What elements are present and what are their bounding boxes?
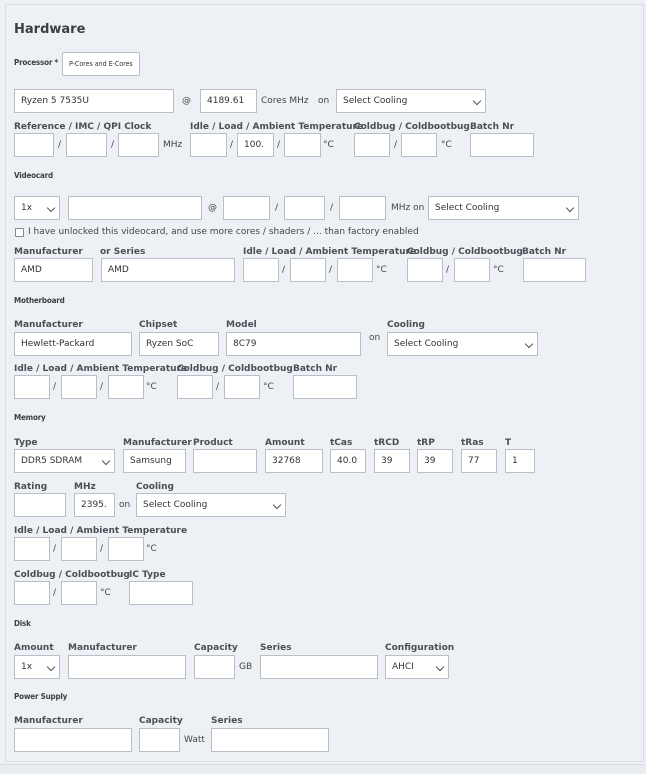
separator: /	[216, 382, 220, 392]
disk-capacity-input[interactable]	[194, 655, 235, 679]
videocard-temp-label: Idle / Load / Ambient Temperature	[243, 247, 417, 257]
motherboard-cooling-select[interactable]	[387, 332, 538, 356]
psu-capacity-input[interactable]	[139, 728, 180, 752]
unlock-checkbox[interactable]	[15, 228, 24, 237]
separator: /	[100, 544, 104, 554]
tras-label: tRas	[461, 438, 484, 448]
processor-cooling-value: Select Cooling	[343, 96, 408, 106]
chevron-down-icon	[436, 663, 444, 671]
celsius-unit: °C	[376, 265, 387, 275]
videocard-manufacturer-label: Manufacturer	[14, 247, 83, 257]
tras-input[interactable]	[461, 449, 497, 473]
celsius-unit: °C	[263, 382, 274, 392]
psu-series-label: Series	[211, 716, 243, 726]
motherboard-batch-label: Batch Nr	[293, 364, 338, 374]
videocard-mhz-on-label: MHz on	[391, 203, 425, 213]
separator: /	[53, 544, 57, 554]
videocard-manufacturer-input[interactable]	[14, 258, 93, 282]
celsius-unit: °C	[441, 140, 452, 150]
motherboard-idle-temp-input[interactable]	[14, 375, 50, 399]
memory-type-label: Type	[14, 438, 38, 448]
separator: /	[100, 382, 104, 392]
videocard-cooling-value: Select Cooling	[435, 203, 500, 213]
separator: /	[230, 140, 234, 150]
memory-amount-input[interactable]	[265, 449, 323, 473]
qpi-clock-input[interactable]	[118, 133, 159, 157]
separator: /	[53, 382, 57, 392]
videocard-shader-mhz-input[interactable]	[284, 196, 325, 220]
disk-manufacturer-input[interactable]	[68, 655, 186, 679]
tcas-label: tCas	[330, 438, 353, 448]
motherboard-cooling-value: Select Cooling	[394, 339, 459, 349]
processor-coldbug-input[interactable]	[354, 133, 390, 157]
memory-manufacturer-label: Manufacturer	[123, 438, 192, 448]
videocard-ambient-temp-input[interactable]	[337, 258, 373, 282]
celsius-unit: °C	[493, 265, 504, 275]
memory-coldbootbug-input[interactable]	[61, 581, 97, 605]
videocard-coldbootbug-input[interactable]	[454, 258, 490, 282]
memory-section-label: Memory	[14, 413, 46, 422]
ic-type-input[interactable]	[129, 581, 193, 605]
videocard-batch-input[interactable]	[523, 258, 586, 282]
motherboard-manufacturer-label: Manufacturer	[14, 320, 83, 330]
t-input[interactable]	[505, 449, 535, 473]
motherboard-on-label: on	[369, 333, 381, 343]
rating-input[interactable]	[14, 493, 66, 517]
processor-ambient-temp-input[interactable]	[284, 133, 321, 157]
motherboard-ambient-temp-input[interactable]	[108, 375, 144, 399]
imc-clock-input[interactable]	[66, 133, 107, 157]
separator: /	[282, 265, 286, 275]
model-label: Model	[226, 320, 257, 330]
memory-load-temp-input[interactable]	[61, 537, 97, 561]
memory-cooling-label: Cooling	[136, 482, 174, 492]
videocard-load-temp-input[interactable]	[290, 258, 326, 282]
memory-idle-temp-input[interactable]	[14, 537, 50, 561]
memory-ambient-temp-input[interactable]	[108, 537, 144, 561]
chipset-label: Chipset	[139, 320, 178, 330]
processor-idle-temp-input[interactable]	[190, 133, 227, 157]
separator: /	[277, 140, 281, 150]
memory-amount-label: Amount	[265, 438, 305, 448]
videocard-batch-label: Batch Nr	[522, 247, 567, 257]
disk-series-label: Series	[260, 643, 292, 653]
chevron-down-icon	[47, 204, 55, 212]
gb-unit: GB	[239, 662, 253, 672]
separator: /	[275, 203, 279, 213]
processor-cooling-select[interactable]	[336, 89, 486, 113]
memory-cooling-value: Select Cooling	[143, 500, 208, 510]
motherboard-batch-input[interactable]	[293, 375, 357, 399]
memory-type-select[interactable]	[14, 449, 115, 473]
disk-manufacturer-label: Manufacturer	[68, 643, 137, 653]
memory-mhz-label: MHz	[74, 482, 96, 492]
videocard-series-input[interactable]	[101, 258, 235, 282]
processor-at-sign: @	[182, 96, 191, 106]
memory-temp-label: Idle / Load / Ambient Temperature	[14, 526, 188, 536]
celsius-unit: °C	[146, 382, 157, 392]
separator: /	[58, 140, 62, 150]
videocard-coldbug-input[interactable]	[407, 258, 443, 282]
chevron-down-icon	[525, 340, 533, 348]
memory-product-label: Product	[193, 438, 233, 448]
psu-series-input[interactable]	[211, 728, 329, 752]
separator: /	[446, 265, 450, 275]
processor-load-temp-input[interactable]	[237, 133, 274, 157]
model-input[interactable]	[226, 332, 361, 356]
memory-on-label: on	[119, 500, 131, 510]
memory-coldbug-label: Coldbug / Coldbootbug	[14, 570, 130, 580]
chevron-down-icon	[47, 663, 55, 671]
separator: /	[53, 588, 57, 598]
motherboard-load-temp-input[interactable]	[61, 375, 97, 399]
trp-label: tRP	[417, 438, 435, 448]
processor-coldbug-label: Coldbug / Coldbootbug	[354, 122, 470, 132]
chevron-down-icon	[473, 97, 481, 105]
ic-type-label: IC Type	[129, 570, 166, 580]
celsius-unit: °C	[100, 588, 111, 598]
memory-manufacturer-input[interactable]	[123, 449, 186, 473]
motherboard-manufacturer-input[interactable]	[14, 332, 132, 356]
processor-coldbootbug-input[interactable]	[401, 133, 437, 157]
processor-mhz-input[interactable]	[200, 89, 257, 113]
tcas-input[interactable]	[330, 449, 366, 473]
memory-cooling-select[interactable]	[136, 493, 286, 517]
watt-unit: Watt	[184, 735, 205, 745]
processor-name-input[interactable]	[14, 89, 174, 113]
videocard-count-select[interactable]	[14, 196, 60, 220]
memory-product-input[interactable]	[193, 449, 257, 473]
unlock-checkbox-label: I have unlocked this videocard, and use more cores / shaders / ... than factory enabled	[28, 227, 419, 237]
videocard-cooling-select[interactable]	[428, 196, 579, 220]
videocard-idle-temp-input[interactable]	[243, 258, 279, 282]
trcd-input[interactable]	[374, 449, 410, 473]
chevron-down-icon	[566, 204, 574, 212]
processor-batch-input[interactable]	[470, 133, 534, 157]
disk-configuration-label: Configuration	[385, 643, 455, 653]
mhz-unit: MHz	[163, 140, 183, 150]
disk-configuration-value: AHCI	[392, 662, 414, 672]
p-e-cores-button[interactable]: P-Cores and E-Cores	[62, 52, 140, 76]
psu-manufacturer-label: Manufacturer	[14, 716, 83, 726]
memory-type-value: DDR5 SDRAM	[21, 456, 83, 466]
videocard-at-sign: @	[208, 203, 217, 213]
celsius-unit: °C	[146, 544, 157, 554]
separator: /	[394, 140, 398, 150]
psu-manufacturer-input[interactable]	[14, 728, 132, 752]
motherboard-section-label: Motherboard	[14, 296, 65, 305]
page-title: Hardware	[14, 22, 86, 37]
disk-amount-value: 1x	[21, 662, 33, 672]
motherboard-temp-label: Idle / Load / Ambient Temperature	[14, 364, 188, 374]
motherboard-coldbug-label: Coldbug / Coldbootbug	[177, 364, 293, 374]
cores-mhz-label: Cores MHz	[261, 96, 309, 106]
memory-mhz-input[interactable]	[74, 493, 115, 517]
chipset-input[interactable]	[139, 332, 219, 356]
videocard-memory-mhz-input[interactable]	[339, 196, 386, 220]
trcd-label: tRCD	[374, 438, 400, 448]
chevron-down-icon	[102, 457, 110, 465]
videocard-series-label: or Series	[100, 247, 146, 257]
videocard-name-input[interactable]	[68, 196, 202, 220]
rating-label: Rating	[14, 482, 48, 492]
processor-batch-label: Batch Nr	[470, 122, 515, 132]
separator: /	[329, 265, 333, 275]
disk-capacity-label: Capacity	[194, 643, 238, 653]
disk-amount-select[interactable]	[14, 655, 60, 679]
motherboard-coldbootbug-input[interactable]	[224, 375, 260, 399]
t-label: T	[505, 438, 512, 448]
processor-section-label: Processor *	[14, 58, 59, 67]
separator: /	[111, 140, 115, 150]
processor-on-label: on	[318, 96, 330, 106]
videocard-section-label: Videocard	[14, 171, 53, 180]
disk-section-label: Disk	[14, 619, 31, 628]
power-supply-section-label: Power Supply	[14, 692, 68, 701]
memory-coldbug-input[interactable]	[14, 581, 50, 605]
motherboard-cooling-label: Cooling	[387, 320, 425, 330]
psu-capacity-label: Capacity	[139, 716, 183, 726]
separator: /	[330, 203, 334, 213]
motherboard-coldbug-input[interactable]	[177, 375, 213, 399]
processor-temp-label: Idle / Load / Ambient Temperature	[190, 122, 364, 132]
disk-configuration-select[interactable]	[385, 655, 449, 679]
celsius-unit: °C	[323, 140, 334, 150]
videocard-count-value: 1x	[21, 203, 33, 213]
videocard-coldbug-label: Coldbug / Coldbootbug	[407, 247, 523, 257]
disk-amount-label: Amount	[14, 643, 54, 653]
disk-series-input[interactable]	[260, 655, 378, 679]
reference-clock-label: Reference / IMC / QPI Clock	[14, 122, 152, 132]
chevron-down-icon	[273, 501, 281, 509]
videocard-core-mhz-input[interactable]	[223, 196, 270, 220]
trp-input[interactable]	[417, 449, 453, 473]
bottom-strip	[0, 764, 646, 774]
reference-clock-input[interactable]	[14, 133, 54, 157]
